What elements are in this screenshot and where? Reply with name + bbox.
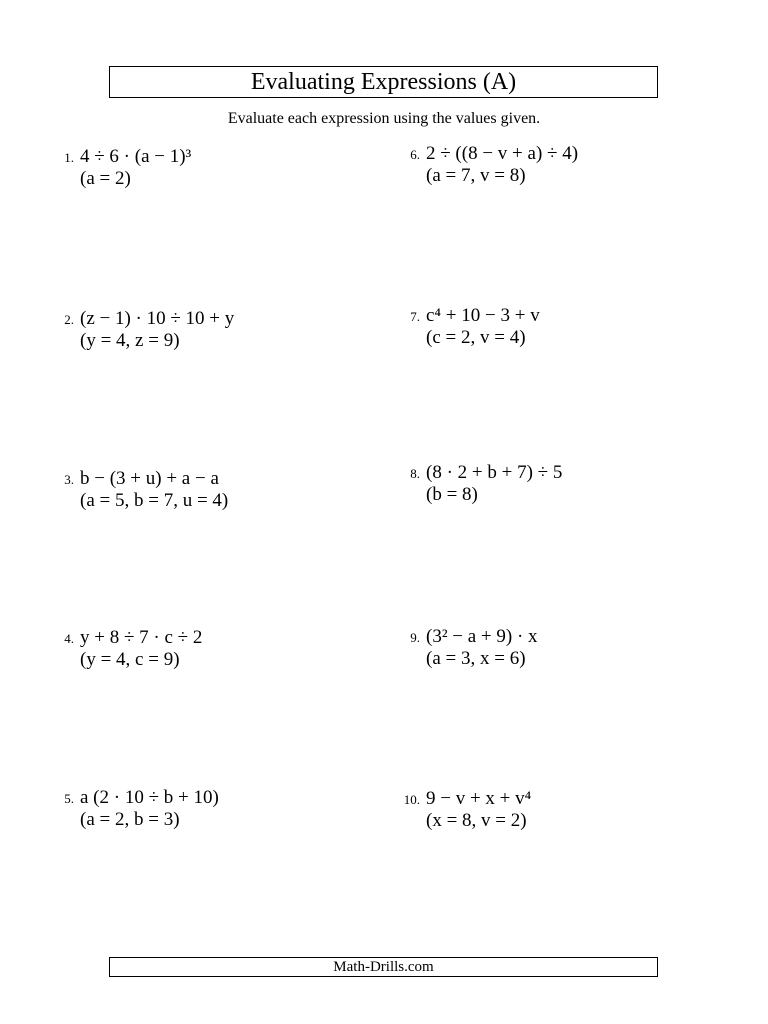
problem-number: 4. [64,631,74,646]
problem-expression: (8 · 2 + b + 7) ÷ 5 [426,462,563,483]
problem-values: (y = 4, z = 9) [80,330,180,351]
problem-number: 3. [64,472,74,487]
instructions: Evaluate each expression using the values given. [227,110,541,127]
problem-expression: (3² − a + 9) · x [426,626,538,647]
problem-number: 6. [410,147,420,162]
problem-number: 1. [64,150,74,165]
problem-number: 5. [64,791,74,806]
problem-values: (c = 2, v = 4) [426,327,526,348]
problem-values: (a = 2) [80,168,131,189]
problem-values: (x = 8, v = 2) [426,810,527,831]
problem-values: (a = 7, v = 8) [426,165,526,186]
problem-expression: c⁴ + 10 − 3 + v [426,305,540,326]
problem-expression: 4 ÷ 6 · (a − 1)³ [80,146,192,167]
problem-expression: y + 8 ÷ 7 · c ÷ 2 [80,627,203,648]
problem-number: 2. [64,312,74,327]
problem-number: 8. [410,466,420,481]
problem-number: 9. [410,630,420,645]
problem-values: (a = 2, b = 3) [80,809,180,830]
problem-number: 10. [403,792,420,807]
worksheet-title: Evaluating Expressions (A) [109,66,658,98]
problem-expression: a (2 · 10 ÷ b + 10) [80,787,219,808]
footer-source: Math-Drills.com [109,957,658,977]
problem-number: 7. [410,309,420,324]
problem-expression: 2 ÷ ((8 − v + a) ÷ 4) [426,143,579,164]
problem-expression: b − (3 + u) + a − a [80,468,219,489]
problem-values: (b = 8) [426,484,478,505]
problem-expression: 9 − v + x + v⁴ [426,788,532,809]
problem-values: (a = 5, b = 7, u = 4) [80,490,229,511]
problem-expression: (z − 1) · 10 ÷ 10 + y [80,308,235,329]
problem-values: (a = 3, x = 6) [426,648,526,669]
problem-values: (y = 4, c = 9) [80,649,180,670]
